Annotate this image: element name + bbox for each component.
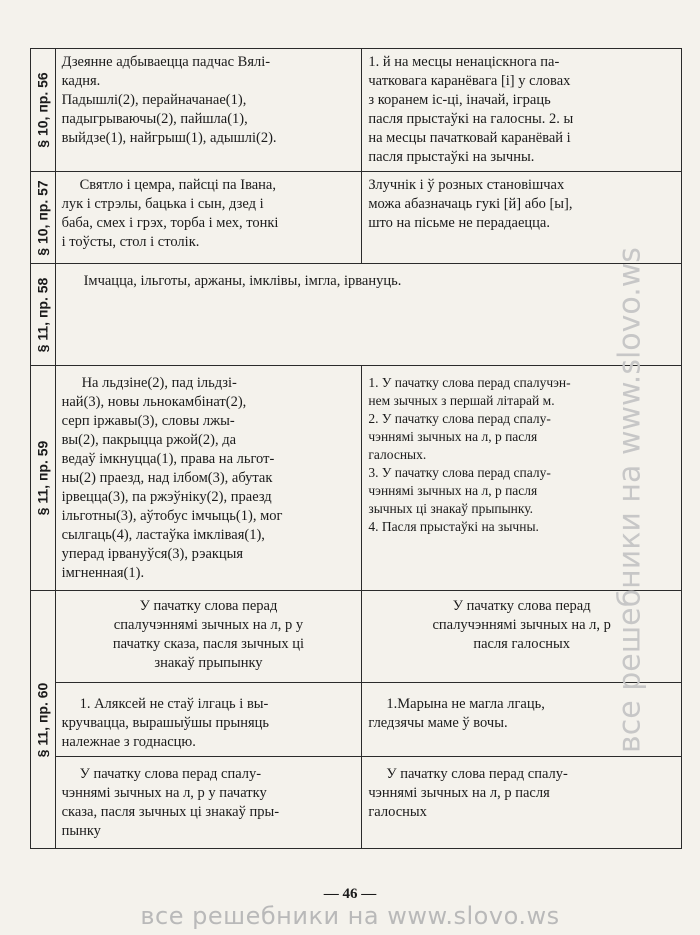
text-line: чатковага каранёвага [і] у словах bbox=[368, 73, 571, 89]
page-number: — 46 — bbox=[323, 886, 377, 902]
section-label: § 11, пр. 58 bbox=[34, 277, 51, 352]
example-cell bbox=[55, 366, 362, 591]
text-line: ільготны(3), аўтобус імчыць(1), мог bbox=[61, 508, 283, 524]
text-line: можа абазначаць гукі [й] або [ы], bbox=[368, 196, 573, 212]
table-row-59 bbox=[31, 366, 682, 591]
text-line: і тоўсты, стол і столік. bbox=[61, 234, 200, 250]
text-line: гледзячы маме ў вочы. bbox=[368, 715, 508, 731]
text-line: імгненная(1). bbox=[61, 565, 145, 581]
section-label-cell bbox=[31, 366, 56, 591]
text-line: У пачатку слова перад bbox=[452, 598, 591, 614]
text-line: баба, смех і грэх, торба і мех, тонкі bbox=[61, 215, 279, 231]
text-line: 4. Пасля прыстаўкі на зычны. bbox=[368, 519, 539, 534]
text-line: 1. й на месцы ненаціскнога па- bbox=[368, 54, 560, 70]
section-label-cell bbox=[31, 264, 56, 366]
section-label: § 11, пр. 59 bbox=[34, 440, 51, 516]
text-line: Дзеянне адбываецца падчас Вялі- bbox=[61, 54, 271, 70]
text-line: спалучэннямі зычных на л, р у bbox=[113, 617, 304, 633]
text-line: У пачатку слова перад bbox=[139, 598, 278, 614]
example-cell bbox=[55, 683, 362, 757]
text-line: У пачатку слова перад спалу- bbox=[79, 766, 262, 782]
example-cell bbox=[55, 172, 362, 264]
table-row-56 bbox=[31, 49, 682, 172]
text-line: 2. У пачатку слова перад спалу- bbox=[368, 411, 551, 426]
section-label: § 11, пр. 60 bbox=[34, 682, 51, 757]
text-line: уперад ірвануўся(3), рэакцыя bbox=[61, 546, 244, 562]
rule-cell bbox=[55, 591, 362, 683]
text-line: падыгрываючы(2), пайшла(1), bbox=[61, 111, 248, 127]
text-line: кадня. bbox=[61, 73, 101, 89]
text-line: лук і стрэлы, бацька і сын, дзед і bbox=[61, 196, 264, 212]
text-line: што на пісьме не перадаецца. bbox=[368, 215, 550, 231]
text-line: сказа, пасля зычных ці знакаў пры- bbox=[61, 804, 280, 820]
text-line: кручвацца, вырашыўшы прыняць bbox=[61, 715, 270, 731]
text-line: знакаў прыпынку bbox=[154, 655, 263, 671]
text-line: пынку bbox=[61, 823, 101, 839]
text-line: на месцы пачатковай каранёвай і bbox=[368, 130, 571, 146]
table-row-58 bbox=[31, 264, 682, 366]
text-line: чэннямі зычных на л, р пасля bbox=[368, 483, 538, 498]
text-line: Падышлі(2), перайначанае(1), bbox=[61, 92, 247, 108]
text-line: 1.Марына не магла лгаць, bbox=[386, 696, 545, 712]
text-line: чэннямі зычных на л, р у пачатку bbox=[61, 785, 267, 801]
text-line: 3. У пачатку слова перад спалу- bbox=[368, 465, 551, 480]
text-line: Святло і цемра, пайсці па Івана, bbox=[79, 177, 276, 193]
text-line: чэннямі зычных на л, р пасля bbox=[368, 429, 538, 444]
text-line: ведаў імкнуцца(1), права на льгот- bbox=[61, 451, 275, 467]
text-line: пасля прыстаўкі на галосны. 2. ы bbox=[368, 111, 574, 127]
text-line: У пачатку слова перад спалу- bbox=[386, 766, 568, 782]
table-row-60c bbox=[31, 757, 682, 849]
text-line: пасля прыстаўкі на зычны. bbox=[368, 149, 535, 165]
section-label: § 10, пр. 56 bbox=[34, 72, 51, 148]
text-line: 1. Аляксей не стаў ілгаць і вы- bbox=[79, 696, 269, 712]
text-line: ірвецца(3), па ржэўніку(2), праезд bbox=[61, 489, 272, 505]
text-line: галосных. bbox=[368, 447, 427, 462]
rule-cell bbox=[55, 757, 362, 849]
grammar-table bbox=[30, 48, 682, 849]
table-row-60b bbox=[31, 683, 682, 757]
section-label-cell bbox=[31, 591, 56, 849]
text-line: сылгаць(4), ластаўка імклівая(1), bbox=[61, 527, 265, 543]
page-sheet bbox=[30, 48, 682, 886]
table-row-57 bbox=[31, 172, 682, 264]
text-line: з коранем іс-ці, іначай, іграць bbox=[368, 92, 551, 108]
text-line: спалучэннямі зычных на л, р bbox=[432, 617, 611, 633]
watermark-bottom: все решебники на www.slovo.ws bbox=[140, 902, 560, 930]
text-line: чэннямі зычных на л, р пасля bbox=[368, 785, 550, 801]
text-line: 1. У пачатку слова перад спалучэн- bbox=[368, 375, 571, 390]
text-line: ны(2) праезд, над ілбом(3), абутак bbox=[61, 470, 273, 486]
section-label: § 10, пр. 57 bbox=[34, 179, 51, 256]
text-line: пасля галосных bbox=[473, 636, 571, 652]
text-line: серп іржавы(3), словы лжы- bbox=[61, 413, 235, 429]
text-line: галосных bbox=[368, 804, 427, 820]
text-line: На льдзіне(2), пад ільдзі- bbox=[81, 375, 237, 391]
table-row-60a bbox=[31, 591, 682, 683]
text-line: выйдзе(1), найгрыш(1), адышлі(2). bbox=[61, 130, 277, 146]
section-label-cell bbox=[31, 172, 56, 264]
text-line: вы(2), пакрыцца ржой(2), да bbox=[61, 432, 237, 448]
section-label-cell bbox=[31, 49, 56, 172]
text-line: пачатку сказа, пасля зычных ці bbox=[112, 636, 305, 652]
rule-cell bbox=[362, 757, 682, 849]
text-line: нем зычных з першай літарай м. bbox=[368, 393, 555, 408]
text-line: зычных ці знакаў прыпынку. bbox=[368, 501, 534, 516]
rule-cell bbox=[362, 49, 682, 172]
text-line: Імчацца, ільготы, аржаны, імклівы, імгла, ірвануць. bbox=[83, 273, 402, 289]
text-line: Злучнік і ў розных становішчах bbox=[368, 177, 565, 193]
text-line: належнае з годнасцю. bbox=[61, 734, 196, 750]
watermark-side: все решебники на www.slovo.ws bbox=[612, 247, 648, 753]
example-cell bbox=[55, 264, 681, 366]
text-line: най(3), новы льнокамбінат(2), bbox=[61, 394, 247, 410]
example-cell bbox=[55, 49, 362, 172]
